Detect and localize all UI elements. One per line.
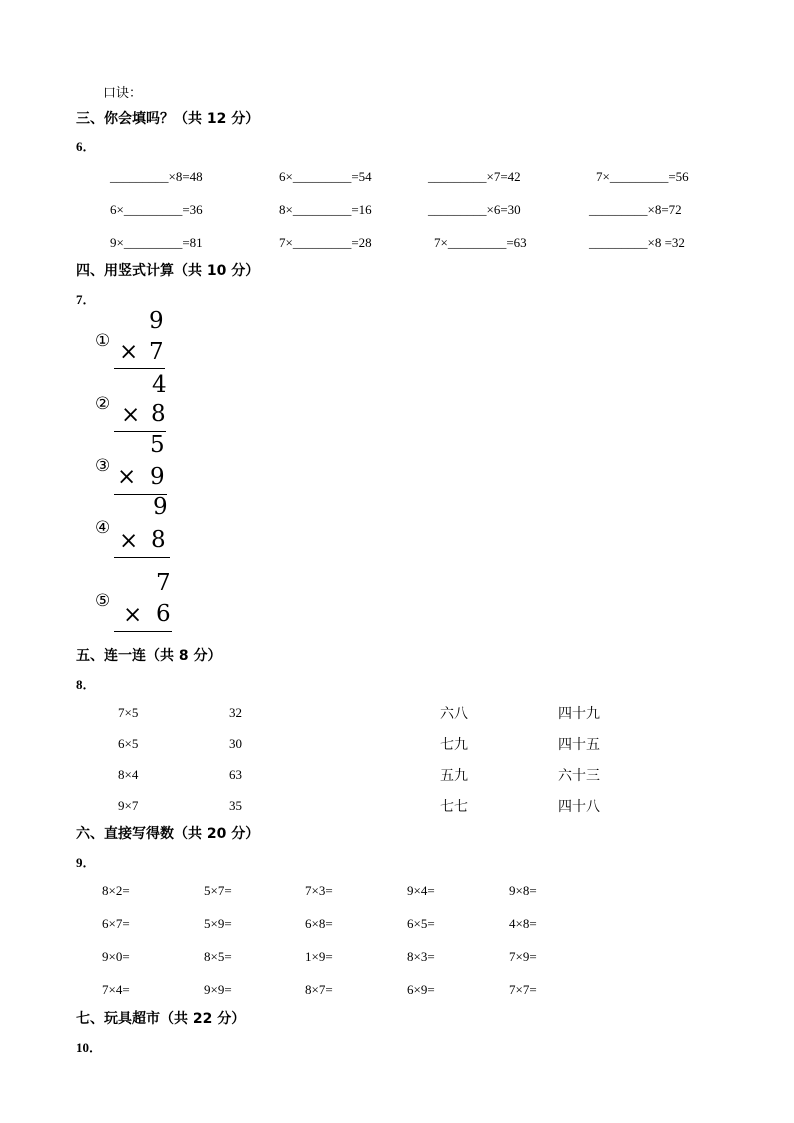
question-7-number: 7． bbox=[76, 292, 96, 307]
multiplier: 6 bbox=[156, 601, 171, 627]
multiplicand: 5 bbox=[150, 432, 165, 458]
match-chinese-number[interactable]: 四十五 bbox=[558, 737, 600, 753]
section-7-title: 七、玩具超市（共 22 分） bbox=[76, 1011, 246, 1027]
fill-in-item[interactable]: 6×_________=54 bbox=[279, 169, 372, 184]
multiply-sign: × bbox=[119, 339, 139, 365]
question-8-number: 8． bbox=[76, 677, 96, 692]
match-chinese-number[interactable]: 四十九 bbox=[558, 706, 600, 722]
fill-in-item[interactable]: _________×8=48 bbox=[110, 169, 203, 184]
question-9-number: 9． bbox=[76, 855, 96, 870]
match-verse[interactable]: 六八 bbox=[440, 706, 468, 722]
direct-item[interactable]: 7×3= bbox=[305, 883, 333, 898]
fill-in-item[interactable]: 8×_________=16 bbox=[279, 202, 372, 217]
match-verse[interactable]: 七九 bbox=[440, 737, 468, 753]
multiplicand: 9 bbox=[149, 308, 164, 334]
match-expression[interactable]: 8×4 bbox=[118, 767, 139, 782]
direct-item[interactable]: 9×4= bbox=[407, 883, 435, 898]
multiplier: 8 bbox=[151, 401, 166, 427]
match-verse[interactable]: 七七 bbox=[440, 799, 468, 815]
fill-in-item[interactable]: _________×8 =32 bbox=[589, 235, 685, 250]
section-4-title: 四、用竖式计算（共 10 分） bbox=[76, 263, 260, 279]
answer-line bbox=[114, 368, 165, 369]
direct-item[interactable]: 9×9= bbox=[204, 982, 232, 997]
multiplicand: 4 bbox=[152, 372, 167, 398]
formula-label: 口诀： bbox=[103, 86, 143, 101]
match-chinese-number[interactable]: 四十八 bbox=[558, 799, 600, 815]
problem-marker: ③ bbox=[95, 456, 111, 476]
answer-line bbox=[114, 557, 170, 558]
fill-in-item[interactable]: _________×8=72 bbox=[589, 202, 682, 217]
match-verse[interactable]: 五九 bbox=[440, 768, 468, 784]
problem-marker: ⑤ bbox=[95, 591, 111, 611]
fill-in-item[interactable]: _________×6=30 bbox=[428, 202, 521, 217]
match-number[interactable]: 30 bbox=[229, 736, 242, 751]
match-number[interactable]: 35 bbox=[229, 798, 242, 813]
direct-item[interactable]: 7×7= bbox=[509, 982, 537, 997]
multiplier: 8 bbox=[151, 527, 166, 553]
multiplicand: 7 bbox=[156, 570, 171, 596]
multiplier: 7 bbox=[149, 339, 164, 365]
problem-marker: ④ bbox=[95, 518, 111, 538]
direct-item[interactable]: 8×3= bbox=[407, 949, 435, 964]
match-expression[interactable]: 6×5 bbox=[118, 736, 139, 751]
direct-item[interactable]: 5×7= bbox=[204, 883, 232, 898]
direct-item[interactable]: 7×4= bbox=[102, 982, 130, 997]
match-number[interactable]: 32 bbox=[229, 705, 242, 720]
direct-item[interactable]: 9×8= bbox=[509, 883, 537, 898]
multiply-sign: × bbox=[123, 602, 143, 628]
section-5-title: 五、连一连（共 8 分） bbox=[76, 648, 222, 664]
question-10-number: 10． bbox=[76, 1040, 103, 1055]
problem-marker: ① bbox=[95, 331, 111, 351]
direct-item[interactable]: 6×5= bbox=[407, 916, 435, 931]
fill-in-item[interactable]: 6×_________=36 bbox=[110, 202, 203, 217]
fill-in-item[interactable]: 9×_________=81 bbox=[110, 235, 203, 250]
direct-item[interactable]: 7×9= bbox=[509, 949, 537, 964]
direct-item[interactable]: 6×8= bbox=[305, 916, 333, 931]
multiplier: 9 bbox=[150, 464, 165, 490]
multiply-sign: × bbox=[117, 464, 137, 490]
direct-item[interactable]: 8×2= bbox=[102, 883, 130, 898]
direct-item[interactable]: 9×0= bbox=[102, 949, 130, 964]
direct-item[interactable]: 8×5= bbox=[204, 949, 232, 964]
problem-marker: ② bbox=[95, 394, 111, 414]
section-3-title: 三、你会填吗？（共 12 分） bbox=[76, 111, 260, 127]
multiplicand: 9 bbox=[153, 494, 168, 520]
direct-item[interactable]: 6×9= bbox=[407, 982, 435, 997]
direct-item[interactable]: 4×8= bbox=[509, 916, 537, 931]
match-expression[interactable]: 9×7 bbox=[118, 798, 139, 813]
direct-item[interactable]: 8×7= bbox=[305, 982, 333, 997]
question-6-number: 6． bbox=[76, 139, 96, 154]
match-expression[interactable]: 7×5 bbox=[118, 705, 139, 720]
fill-in-item[interactable]: 7×_________=56 bbox=[596, 169, 689, 184]
fill-in-item[interactable]: 7×_________=63 bbox=[434, 235, 527, 250]
multiply-sign: × bbox=[121, 402, 141, 428]
match-number[interactable]: 63 bbox=[229, 767, 242, 782]
multiply-sign: × bbox=[119, 528, 139, 554]
direct-item[interactable]: 5×9= bbox=[204, 916, 232, 931]
direct-item[interactable]: 1×9= bbox=[305, 949, 333, 964]
match-chinese-number[interactable]: 六十三 bbox=[558, 768, 600, 784]
direct-item[interactable]: 6×7= bbox=[102, 916, 130, 931]
fill-in-item[interactable]: _________×7=42 bbox=[428, 169, 521, 184]
answer-line bbox=[114, 631, 172, 632]
fill-in-item[interactable]: 7×_________=28 bbox=[279, 235, 372, 250]
section-6-title: 六、直接写得数（共 20 分） bbox=[76, 826, 260, 842]
